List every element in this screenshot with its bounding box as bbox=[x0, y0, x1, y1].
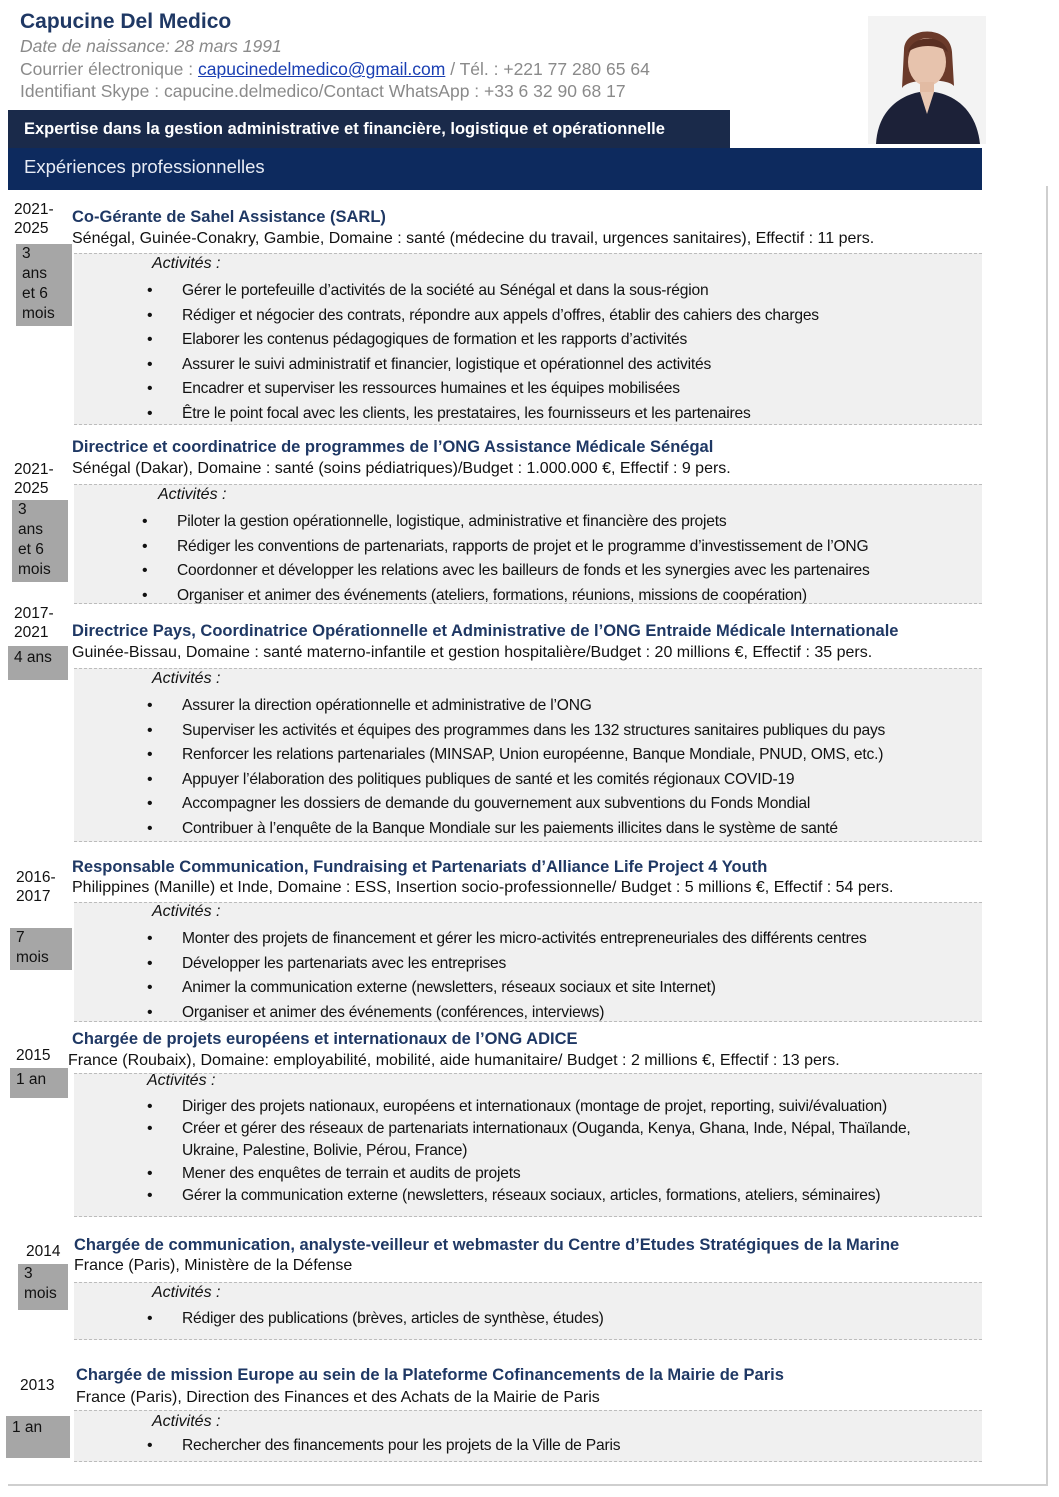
activity-item: • Renforcer les relations partenariales (MINSAP, Union européenne, Banque Mondiale, PNUD, OMS, etc.) bbox=[147, 743, 885, 768]
activities-list bbox=[147, 279, 819, 427]
activities-list bbox=[147, 694, 885, 842]
experience-duration: 7 mois bbox=[10, 928, 72, 970]
activity-item: • Gérer le portefeuille d’activités de la société au Sénégal et dans la sous-région bbox=[147, 279, 819, 304]
activity-item: • Appuyer l’élaboration des politiques publiques de santé et les comités régionaux COVID-19 bbox=[147, 768, 885, 793]
experience-title: Chargée de projets européens et internationaux de l’ONG ADICE bbox=[72, 1030, 578, 1048]
activity-item: • Animer la communication externe (newsletters, réseaux sociaux et site Internet) bbox=[147, 976, 867, 1001]
activity-item: • Coordonner et développer les relations avec les bailleurs de fonds et les synergies avec les partenaires bbox=[142, 559, 870, 584]
experience-date: 2013 bbox=[20, 1377, 55, 1394]
experience-date: 2021- 2025 bbox=[14, 461, 54, 497]
activities-label: Activités : bbox=[152, 903, 221, 920]
activity-item: • Rédiger et négocier des contrats, répondre aux appels d’offres, établir des cahiers des charges bbox=[147, 304, 819, 329]
experience-title: Directrice Pays, Coordinatrice Opérationnelle et Administrative de l’ONG Entraide Médicale Internationale bbox=[72, 622, 899, 640]
activity-item: • Organiser et animer des événements (conférences, interviews) bbox=[147, 1001, 867, 1026]
activity-item: • Accompagner les dossiers de demande du gouvernement aux subventions du Fonds Mondial bbox=[147, 792, 885, 817]
activity-item: • Créer et gérer des réseaux de partenariats internationaux (Ouganda, Kenya, Ghana, Inde, Népal, Thaïlande, Ukraine, Palestine, Bolivie, Pérou, France) bbox=[147, 1118, 937, 1162]
experience-duration: 3 ans et 6 mois bbox=[16, 244, 72, 326]
experience-subtitle: Guinée-Bissau, Domaine : santé materno-infantile et gestion hospitalière/Budget : 20 millions €, Effectif : 35 pers. bbox=[72, 644, 873, 661]
activity-item: • Rédiger des publications (brèves, articles de synthèse, études) bbox=[147, 1308, 604, 1330]
experience-subtitle: France (Paris), Direction des Finances et des Achats de la Mairie de Paris bbox=[76, 1389, 600, 1406]
experience-duration: 3 mois bbox=[18, 1264, 68, 1310]
activities-list bbox=[147, 1435, 620, 1457]
birth-date: Date de naissance: 28 mars 1991 bbox=[20, 36, 282, 56]
experience-subtitle: France (Roubaix), Domaine: employabilité, mobilité, aide humanitaire/ Budget : 2 millions €, Effectif : 13 pers. bbox=[68, 1052, 840, 1069]
email-label: Courrier électronique : bbox=[20, 59, 198, 79]
experience-date: 2014 bbox=[26, 1243, 61, 1260]
skype-line: Identifiant Skype : capucine.delmedico/Contact WhatsApp : +33 6 32 90 68 17 bbox=[20, 81, 626, 101]
activities-label: Activités : bbox=[152, 255, 221, 272]
experience-subtitle: Sénégal (Dakar), Domaine : santé (soins pédiatriques)/Budget : 1.000.000 €, Effectif : 9 pers. bbox=[72, 460, 731, 477]
contact-line bbox=[20, 59, 650, 80]
activities-label: Activités : bbox=[158, 486, 227, 503]
activity-item: • Monter des projets de financement et gérer les micro-activités entrepreneuriales des différents centres bbox=[147, 927, 867, 952]
activity-item: • Assurer le suivi administratif et financier, logistique et opérationnel des activités bbox=[147, 353, 819, 378]
experience-duration: 1 an bbox=[10, 1068, 68, 1098]
experience-title: Co-Gérante de Sahel Assistance (SARL) bbox=[72, 208, 386, 226]
experience-date: 2021- 2025 bbox=[14, 201, 54, 237]
candidate-name: Capucine Del Medico bbox=[20, 10, 232, 33]
activity-item: • Développer les partenariats avec les entreprises bbox=[147, 952, 867, 977]
activity-item: • Contribuer à l’enquête de la Banque Mondiale sur les paiements illicites dans le système de santé bbox=[147, 817, 885, 842]
activity-item: • Mener des enquêtes de terrain et audits de projets bbox=[147, 1163, 937, 1185]
experience-duration: 4 ans bbox=[8, 646, 68, 680]
activity-item: • Assurer la direction opérationnelle et administrative de l’ONG bbox=[147, 694, 885, 719]
activities-label: Activités : bbox=[147, 1072, 216, 1089]
section-title: Expériences professionnelles bbox=[8, 148, 982, 190]
phone-text: / Tél. : +221 77 280 65 64 bbox=[445, 59, 650, 79]
activity-item: • Rechercher des financements pour les projets de la Ville de Paris bbox=[147, 1435, 620, 1457]
experience-subtitle: Sénégal, Guinée-Conakry, Gambie, Domaine : santé (médecine du travail, urgences sanitaires), Effectif : 11 pers. bbox=[72, 230, 875, 247]
experience-date: 2017- 2021 bbox=[14, 605, 54, 641]
activity-item: • Gérer la communication externe (newsletters, réseaux sociaux, articles, formations, ateliers, séminaires) bbox=[147, 1185, 937, 1207]
experience-title: Directrice et coordinatrice de programmes de l’ONG Assistance Médicale Sénégal bbox=[72, 438, 714, 456]
experience-title: Chargée de communication, analyste-veilleur et webmaster du Centre d’Etudes Stratégiques de la Marine bbox=[74, 1236, 900, 1254]
activities-list bbox=[147, 1096, 937, 1207]
activities-label: Activités : bbox=[152, 1284, 221, 1301]
profile-photo bbox=[868, 16, 986, 144]
activities-list bbox=[147, 1308, 604, 1330]
experience-title: Responsable Communication, Fundraising et Partenariats d’Alliance Life Project 4 Youth bbox=[72, 858, 768, 876]
experience-duration: 3 ans et 6 mois bbox=[12, 500, 68, 582]
activity-item: • Diriger des projets nationaux, européens et internationaux (montage de projet, reporting, suivi/évaluation) bbox=[147, 1096, 937, 1118]
experience-duration: 1 an bbox=[6, 1416, 70, 1458]
experience-subtitle: Philippines (Manille) et Inde, Domaine : ESS, Insertion socio-professionnelle/ Budget : 5 millions €, Effectif : 54 pers. bbox=[72, 879, 894, 896]
activity-item: • Rédiger les conventions de partenariats, rapports de projet et le programme d’investissement de l’ONG bbox=[142, 535, 870, 560]
activities-label: Activités : bbox=[152, 670, 221, 687]
activity-item: • Organiser et animer des événements (ateliers, formations, réunions, missions de coopération) bbox=[142, 584, 870, 609]
expertise-banner: Expertise dans la gestion administrative et financière, logistique et opérationnelle bbox=[8, 110, 730, 148]
experience-date: 2016- 2017 bbox=[16, 869, 56, 905]
activity-item: • Piloter la gestion opérationnelle, logistique, administrative et financière des projets bbox=[142, 510, 870, 535]
experience-subtitle: France (Paris), Ministère de la Défense bbox=[74, 1257, 353, 1274]
experience-date: 2015 bbox=[16, 1047, 51, 1064]
activities-list bbox=[142, 510, 870, 608]
email-link[interactable]: capucinedelmedico@gmail.com bbox=[198, 59, 446, 79]
activities-label: Activités : bbox=[152, 1413, 221, 1430]
activity-item: • Être le point focal avec les clients, les prestataires, les fournisseurs et les partenaires bbox=[147, 402, 819, 427]
activities-list bbox=[147, 927, 867, 1025]
activity-item: • Superviser les activités et équipes des programmes dans les 132 structures sanitaires publiques du pays bbox=[147, 719, 885, 744]
experience-title: Chargée de mission Europe au sein de la Plateforme Cofinancements de la Mairie de Paris bbox=[76, 1366, 784, 1384]
activity-item: • Elaborer les contenus pédagogiques de formation et les rapports d’activités bbox=[147, 328, 819, 353]
activity-item: • Encadrer et superviser les ressources humaines et les équipes mobilisées bbox=[147, 377, 819, 402]
